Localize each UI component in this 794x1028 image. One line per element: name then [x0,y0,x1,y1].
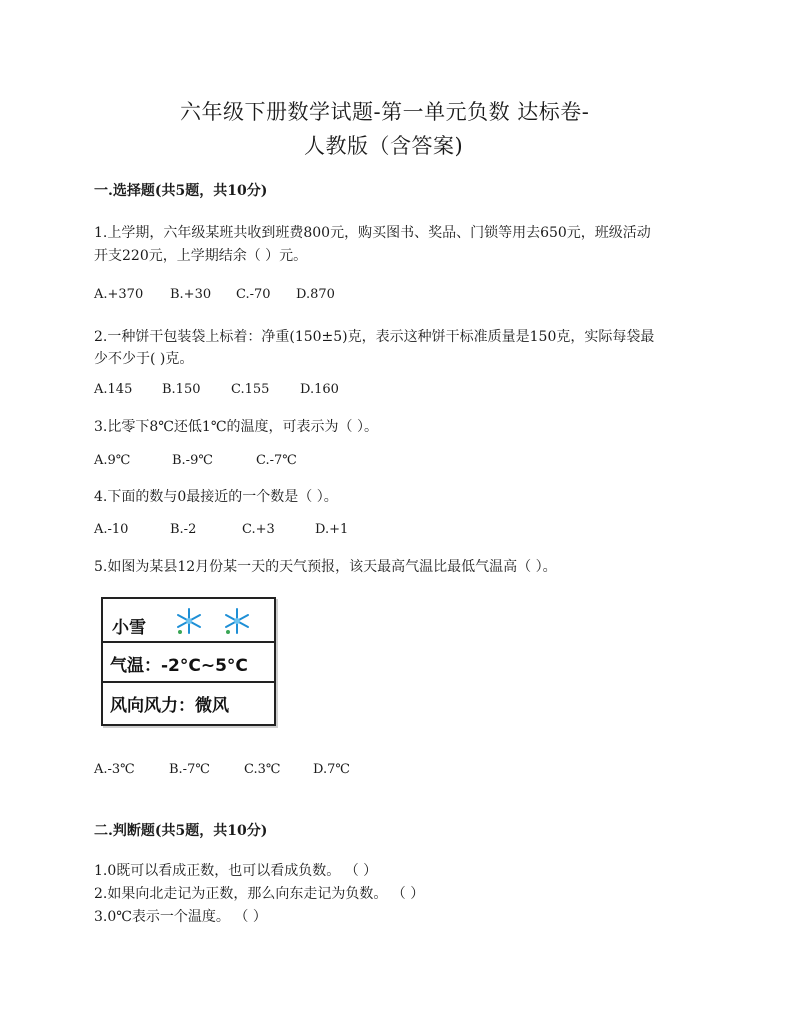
option-b: B.-2 [170,522,197,537]
question-1-line-2: 开支220元，上学期结余（ ）元。 [94,248,308,264]
option-c: C.155 [231,382,270,397]
option-d: D.160 [300,382,339,397]
option-d: D.870 [296,287,335,302]
weather-condition: 小雪 [112,618,146,638]
card-divider [103,641,274,643]
option-a: A.-10 [94,522,129,537]
option-a: A.-3℃ [94,762,135,777]
question-2-line-2: 少不少于( )克。 [94,351,194,367]
option-b: B.-7℃ [169,762,210,777]
question-1-options [94,287,335,302]
option-a: A.9℃ [94,453,131,468]
title-line-1: 六年级下册数学试题-第一单元负数 达标卷- [180,100,590,124]
option-b: B.-9℃ [172,453,213,468]
question-1-line-1: 1.上学期，六年级某班共收到班费800元，购买图书、奖品、门锁等用去650元，班级活动 [94,225,651,241]
snowflake-icon [175,607,203,635]
question-4-line-1: 4.下面的数与0最接近的一个数是（ ）。 [94,489,338,505]
question-5-options [94,762,350,777]
option-a: A.145 [94,382,133,397]
question-4-options [94,522,348,537]
section-heading-true-false: 二.判断题(共5题，共10分) [94,823,268,839]
question-3-line-1: 3.比零下8℃还低1℃的温度，可表示为（ ）。 [94,419,378,435]
option-c: C.+3 [242,522,275,537]
weather-forecast-card [101,597,276,726]
option-a: A.+370 [94,287,144,302]
question-2-line-1: 2.一种饼干包装袋上标着：净重(150±5)克，表示这种饼干标准质量是150克，实际每袋最 [94,329,655,345]
judgement-item-2: 2.如果向北走记为正数，那么向东走记为负数。 （ ） [94,886,425,902]
option-c: C.-70 [236,287,271,302]
weather-temperature: 气温：-2°C~5°C [110,656,248,676]
option-d: D.+1 [315,522,349,537]
section-heading-choice: 一.选择题(共5题，共10分) [94,183,268,199]
judgement-item-1: 1.0既可以看成正数，也可以看成负数。 （ ） [94,863,378,879]
option-c: C.-7℃ [256,453,297,468]
card-divider [103,681,274,683]
weather-wind: 风向风力：微风 [110,696,229,716]
option-b: B.150 [162,382,201,397]
option-d: D.7℃ [313,762,350,777]
snowflake-icon [223,607,251,635]
title-line-2: 人教版（含答案) [304,134,464,158]
question-3-options [94,453,297,468]
question-5-line-1: 5.如图为某县12月份某一天的天气预报，该天最高气温比最低气温高（ ）。 [94,559,557,575]
question-2-options [94,382,339,397]
judgement-item-3: 3.0℃表示一个温度。 （ ） [94,909,267,925]
option-b: B.+30 [170,287,212,302]
option-c: C.3℃ [244,762,281,777]
